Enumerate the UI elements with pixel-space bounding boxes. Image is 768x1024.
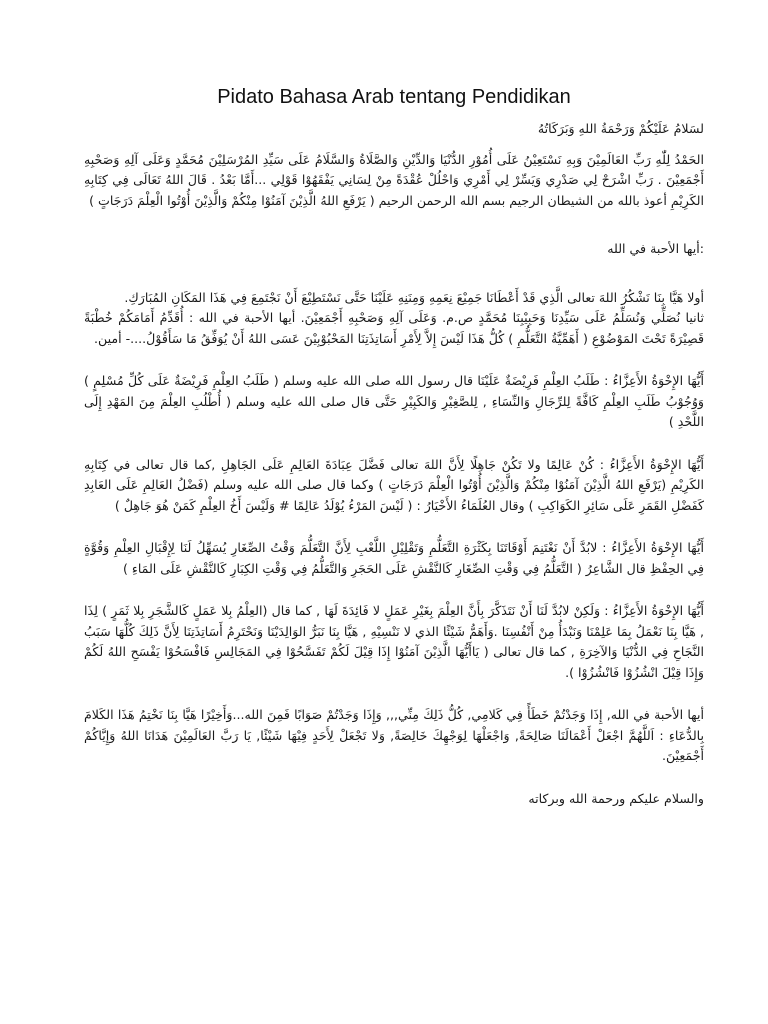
paragraph-use-time: أَيُّهَا الإِخْوَةُ الأَعِزَّاءُ : لابُدَّ أَنْ نَغْتَنِمَ أَوْقَاتَنَا بِكَثْرَةِ التَّعَلُّمِ وَتَقْلِيْلِ اللَّعْبِ لِأَنَّ التَّعَلُّمَ وَقْتُ الصِّغَارِ يُسَهِّلُ لَنَا لِإِقْبَالِ العِلْمِ وَقُوَّةٍ فِي الحِفْظِ قال الشَّاعِرُ ( التَّعَلُّمُ فِي وَقْتِ الصِّغَارِ كَالنَّقْشِ عَلَى الحَجَرِ وَالتَّعَلُّمُ فِي وَقْتِ الكِبَارِ كَالنَّقْشِ عَلَى المَاءِ ) xyxy=(84,540,704,576)
paragraph-address: :أيها الأحبة في الله xyxy=(607,241,704,256)
greeting-opening: لسَلامُ عَلَيْكُمْ وَرَحْمَةُ اللهِ وَبَرَكَاتُهُ xyxy=(537,121,704,136)
paragraph-knowledge-action: أَيُّهَا الإِخْوَةُ الأَعِزَّاءُ : وَلَكِنْ لابُدَّ لَنَا أَنْ نَتَذَكَّرَ بِأَنَّ العِلْمَ بِغَيْرِ عَمَلٍ لا فَائِدَةَ لَهَا , كما قال (العِلْمُ بِلا عَمَلٍ كَالشَّجَرِ بِلا ثَمَرٍ ) لِذَا , هَيَّا بِنَا نَعْمَلُ بِمَا عَلِمْنَا وَنَبْدَأُ مِنْ أَنْفُسِنَا .وَأَهَمُّ شَيْئًا الذي لا نَنْسِيْهِ , هَيَّا بِنَا نَبَرُّ الوَالِدَيْنَا وَنَحْتَرِمُ أَسَاتِذَتِنَا لِأَنَّ ذَلِكَ كُلُّهَا سَبَبُ النَّجَاحِ فِي الدُّنْيَا وَالآخِرَةِ , كما قال تعالى ( يَاأَيُّهَا الَّذِيْنَ آمَنُوْا إِذَا قِيْلَ لَكُمْ تَفَسَّحُوْا فِي المَجَالِسِ فَافْسَحُوْا يَفْسَحِ اللهُ لَكُمْ وَإِذَا قِيْلَ انْشُزُوْا فَانْشُزُوْا ). xyxy=(84,603,704,680)
paragraph-be-scholar: أَيُّهَا الإِخْوَةُ الأَعِزَّاءُ : كُنْ عَالِمًا ولا تَكُنْ جَاهِلًا لِأَنَّ اللهَ تعالى فَضَّلَ عِبَادَةَ العَالِمِ عَلَى الجَاهِلِ ,كما قال تعالى في كِتَابِهِ الكَرِيْمِ (يَرْفَعِ اللهُ الَّذِيْنَ آمَنُوْا مِنْكُمْ وَالَّذِيْنَ أُوْتُوا الْعِلْمَ دَرَجَاتٍ ) وكما قال صلى الله عليه وسلم (فَضْلُ العَالِمِ عَلَى العَابِدِ كَفَضْلِ القَمَرِ عَلَى سَائِرِ الكَوَاكِبِ ) وقال العُلَمَاءُ الأَخْيَارُ : ( لَيْسَ المَرْءُ يُوْلَدُ عَالِمًا # وَلَيْسَ أَخُ العِلْمِ كَمَنْ هُوَ جَاهِلٌ ) xyxy=(84,456,704,513)
document-title: Pidato Bahasa Arab tentang Pendidikan xyxy=(217,86,571,108)
paragraph-seeking-knowledge: أَيُّهَا الإِخْوَةُ الأَعِزَّاءُ : طَلَبُ العِلْمِ فَرِيْضَةٌ عَلَيْنَا قال رسول الله صلى الله عليه وسلم ( طَلَبُ العِلْمِ فَرِيْضَةٌ عَلَى كُلِّ مُسْلِمٍ ) وَوُجُوْبُ طَلَبِ العِلْمِ كَافَّةً لِلرِّجَالِ وَالنِّسَاءِ , لِلصَّغِيْرِ وَالكَبِيْرِ حَتَّى قال صلى الله عليه وسلم ( أُطْلُبِ العِلْمَ مِنَ المَهْدِ إِلَى اللَّحْدِ ) xyxy=(84,373,704,429)
paragraph-hamdalah: الحَمْدُ لِلّٰهِ رَبِّ العَالَمِيْنَ وَبِهِ نَسْتَعِيْنُ عَلَى أُمُوْرِ الدُّنْيَا وَالدِّيْنِ وَالصَّلَاةُ وَالسَّلَامُ عَلَى سَيِّدِ المُرْسَلِيْنَ مُحَمَّدٍ وَعَلَى آلِهِ وَصَحْبِهِ أَجْمَعِيْنَ . رَبِّ اشْرَحْ لِي صَدْرِي وَيَسِّرْ لِي أَمْرِي وَاحْلُلْ عُقْدَةً مِنْ لِسَانِي يَفْقَهُوْا قَوْلِي ...أَمَّا بَعْدُ . قَالَ اللهُ تَعَالَى فِي كِتَابِهِ الكَرِيْمِ أعوذ بالله من الشيطان الرجيم بسم الله الرحمن الرحيم ( يَرْفَعِ اللهُ الَّذِيْنَ آمَنُوْا مِنْكُمْ وَالَّذِيْنَ أُوْتُوا الْعِلْمَ دَرَجَاتٍ ) xyxy=(84,151,704,208)
document-page xyxy=(84,86,704,809)
paragraph-closing-prayer: أيها الأحبة في الله, إِذَا وَجَدْتُمْ خَطَأً فِي كَلامِي, كُلُّ ذَلِكَ مِنِّي,,, وَإِذَا وَجَدْتُمْ صَوَابًا فَمِنَ الله...وَأَخِيْرًا هَيَّا بِنَا نَخْتِمُ هَذَا الكَلامَ بِالدُّعَاءِ : اَللَّهُمَّ اجْعَلْ أَعْمَالَنَا صَالِحَةً, وَاجْعَلْهَا لِوَجْهِكَ خَالِصَةً, وَلا تَجْعَلْ لِأَحَدٍ فِيْهَا شَيْئًا, يَا رَبَّ العَالَمِيْنَ هَدَانَا اللهُ وَإِيَّاكُمْ أَجْمَعِيْنَ. xyxy=(84,707,704,763)
paragraph-first: أولا هَيَّا بِنَا نَشْكُرُ اللهَ تعالى الَّذِي قَدْ أَعْطَانَا جَمِيْعَ نِعَمِهِ وَمِنَنِهِ عَلَيْنَا حَتَّى نَسْتَطِيْعَ أَنْ نَجْتَمِعَ فِي هَذَا المَكَانِ المُبَارَكِ. xyxy=(124,289,704,305)
greeting-closing: والسلام عليكم ورحمة الله وبركاته xyxy=(528,790,704,806)
paragraph-second: ثانيا نُصَلِّي وَنُسَلِّمُ عَلَى سَيِّدِنَا وَحَبِيْبِنَا مُحَمَّدٍ ص.م. وَعَلَى آلِهِ وَصَحْبِهِ أَجْمَعِيْنَ. أيها الأحبة في الله : أُقَدِّمُ أَمَامَكُمْ خُطْبَةً قَصِيْرَةً تَحْتَ المَوْضُوْعِ ( أَهَمِّيَّةُ التَّعَلُّمِ ) كُلُّ هَذَا لَيْسَ إِلاَّ لِأَمْرِ أَسَاتِذَتِنَا المَحْبُوْبِيْنَ عَسَى اللهُ أَنْ يُوَفِّقُ مَا سَأَقُوْلُ....- أمين. xyxy=(84,310,704,346)
